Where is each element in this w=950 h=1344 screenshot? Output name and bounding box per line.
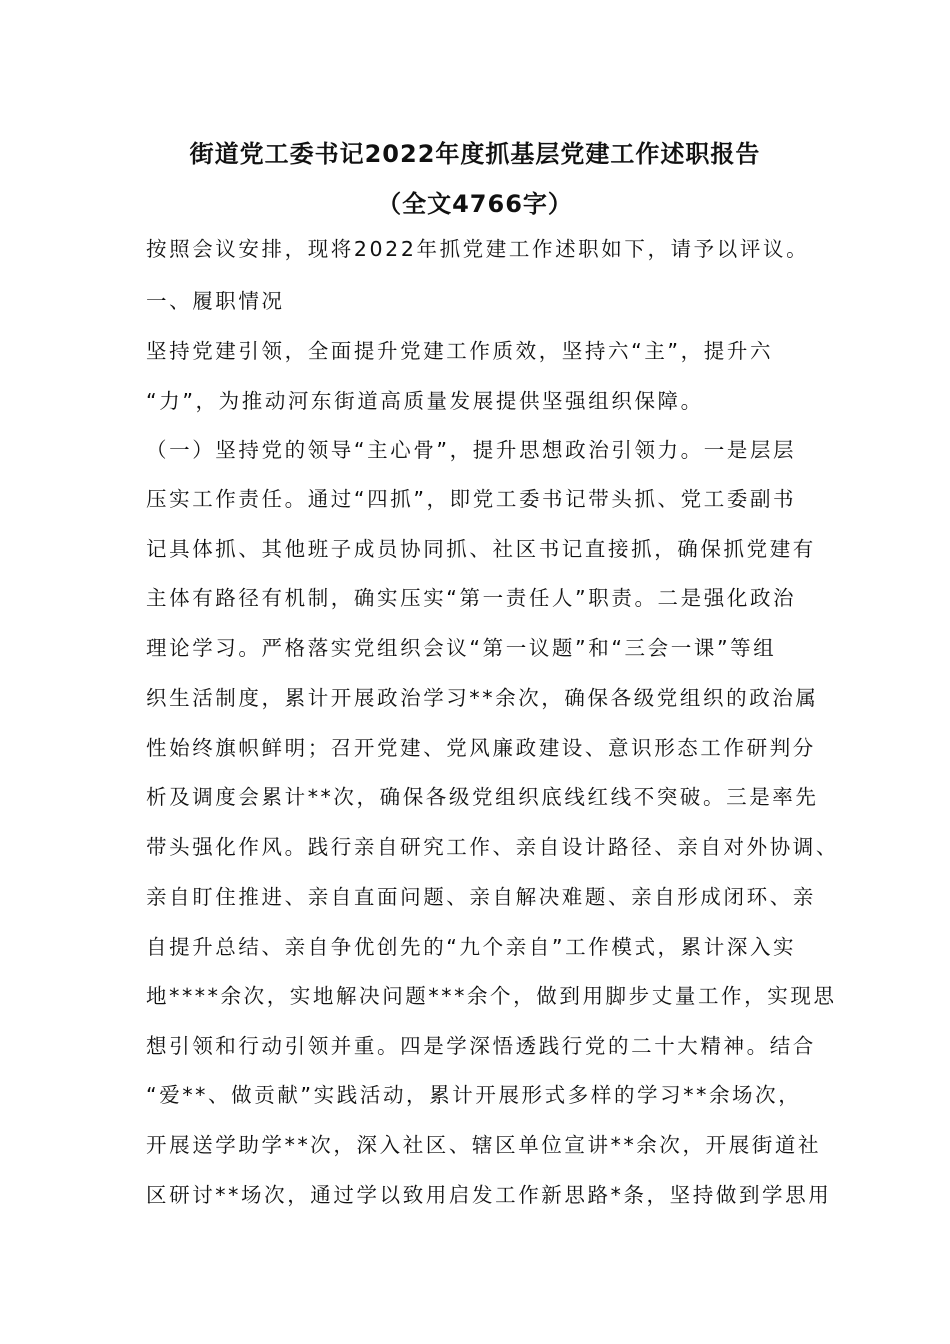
body-line: 记具体抓、其他班子成员协同抓、社区书记直接抓，确保抓党建有	[146, 537, 816, 561]
body-line: 地****余次，实地解决问题***余个，做到用脚步丈量工作，实现思	[146, 984, 837, 1008]
body-line: “爱**、做贡献”实践活动，累计开展形式多样的学习**余场次，	[146, 1083, 802, 1107]
body-line: 析及调度会累计**次，确保各级党组织底线红线不突破。三是率先	[146, 785, 819, 809]
body-line: 自提升总结、亲自争优创先的“九个亲自”工作模式，累计深入实	[146, 935, 797, 959]
body-line: 按照会议安排，现将2022年抓党建工作述职如下，请予以评议。	[146, 237, 810, 261]
body-line: 开展送学助学**次，深入社区、辖区单位宣讲**余次，开展街道社	[146, 1133, 822, 1157]
body-line: 理论学习。严格落实党组织会议“第一议题”和“三会一课”等组	[146, 636, 777, 660]
body-line: 带头强化作风。践行亲自研究工作、亲自设计路径、亲自对外协调、	[146, 835, 839, 859]
document-title: 街道党工委书记2022年度抓基层党建工作述职报告	[189, 140, 761, 168]
body-line: 压实工作责任。通过“四抓”，即党工委书记带头抓、党工委副书	[146, 487, 797, 511]
body-line: 性始终旗帜鲜明；召开党建、党风廉政建设、意识形态工作研判分	[146, 736, 816, 760]
document-subtitle: （全文4766字）	[377, 190, 573, 218]
section-heading: 一、履职情况	[146, 289, 285, 313]
body-line: 区研讨**场次，通过学以致用启发工作新思路*条，坚持做到学思用	[146, 1183, 832, 1207]
body-line: 织生活制度，累计开展政治学习**余次，确保各级党组织的政治属	[146, 686, 819, 710]
body-line: 坚持党建引领，全面提升党建工作质效，坚持六“主”，提升六	[146, 339, 774, 363]
body-line: 想引领和行动引领并重。四是学深悟透践行党的二十大精神。结合	[146, 1034, 816, 1058]
body-line: （一）坚持党的领导“主心骨”，提升思想政治引领力。一是层层	[146, 438, 797, 462]
body-line: 亲自盯住推进、亲自直面问题、亲自解决难题、亲自形成闭环、亲	[146, 885, 816, 909]
body-line: “力”，为推动河东街道高质量发展提供坚强组织保障。	[146, 389, 704, 413]
body-line: 主体有路径有机制，确实压实“第一责任人”职责。二是强化政治	[146, 586, 797, 610]
